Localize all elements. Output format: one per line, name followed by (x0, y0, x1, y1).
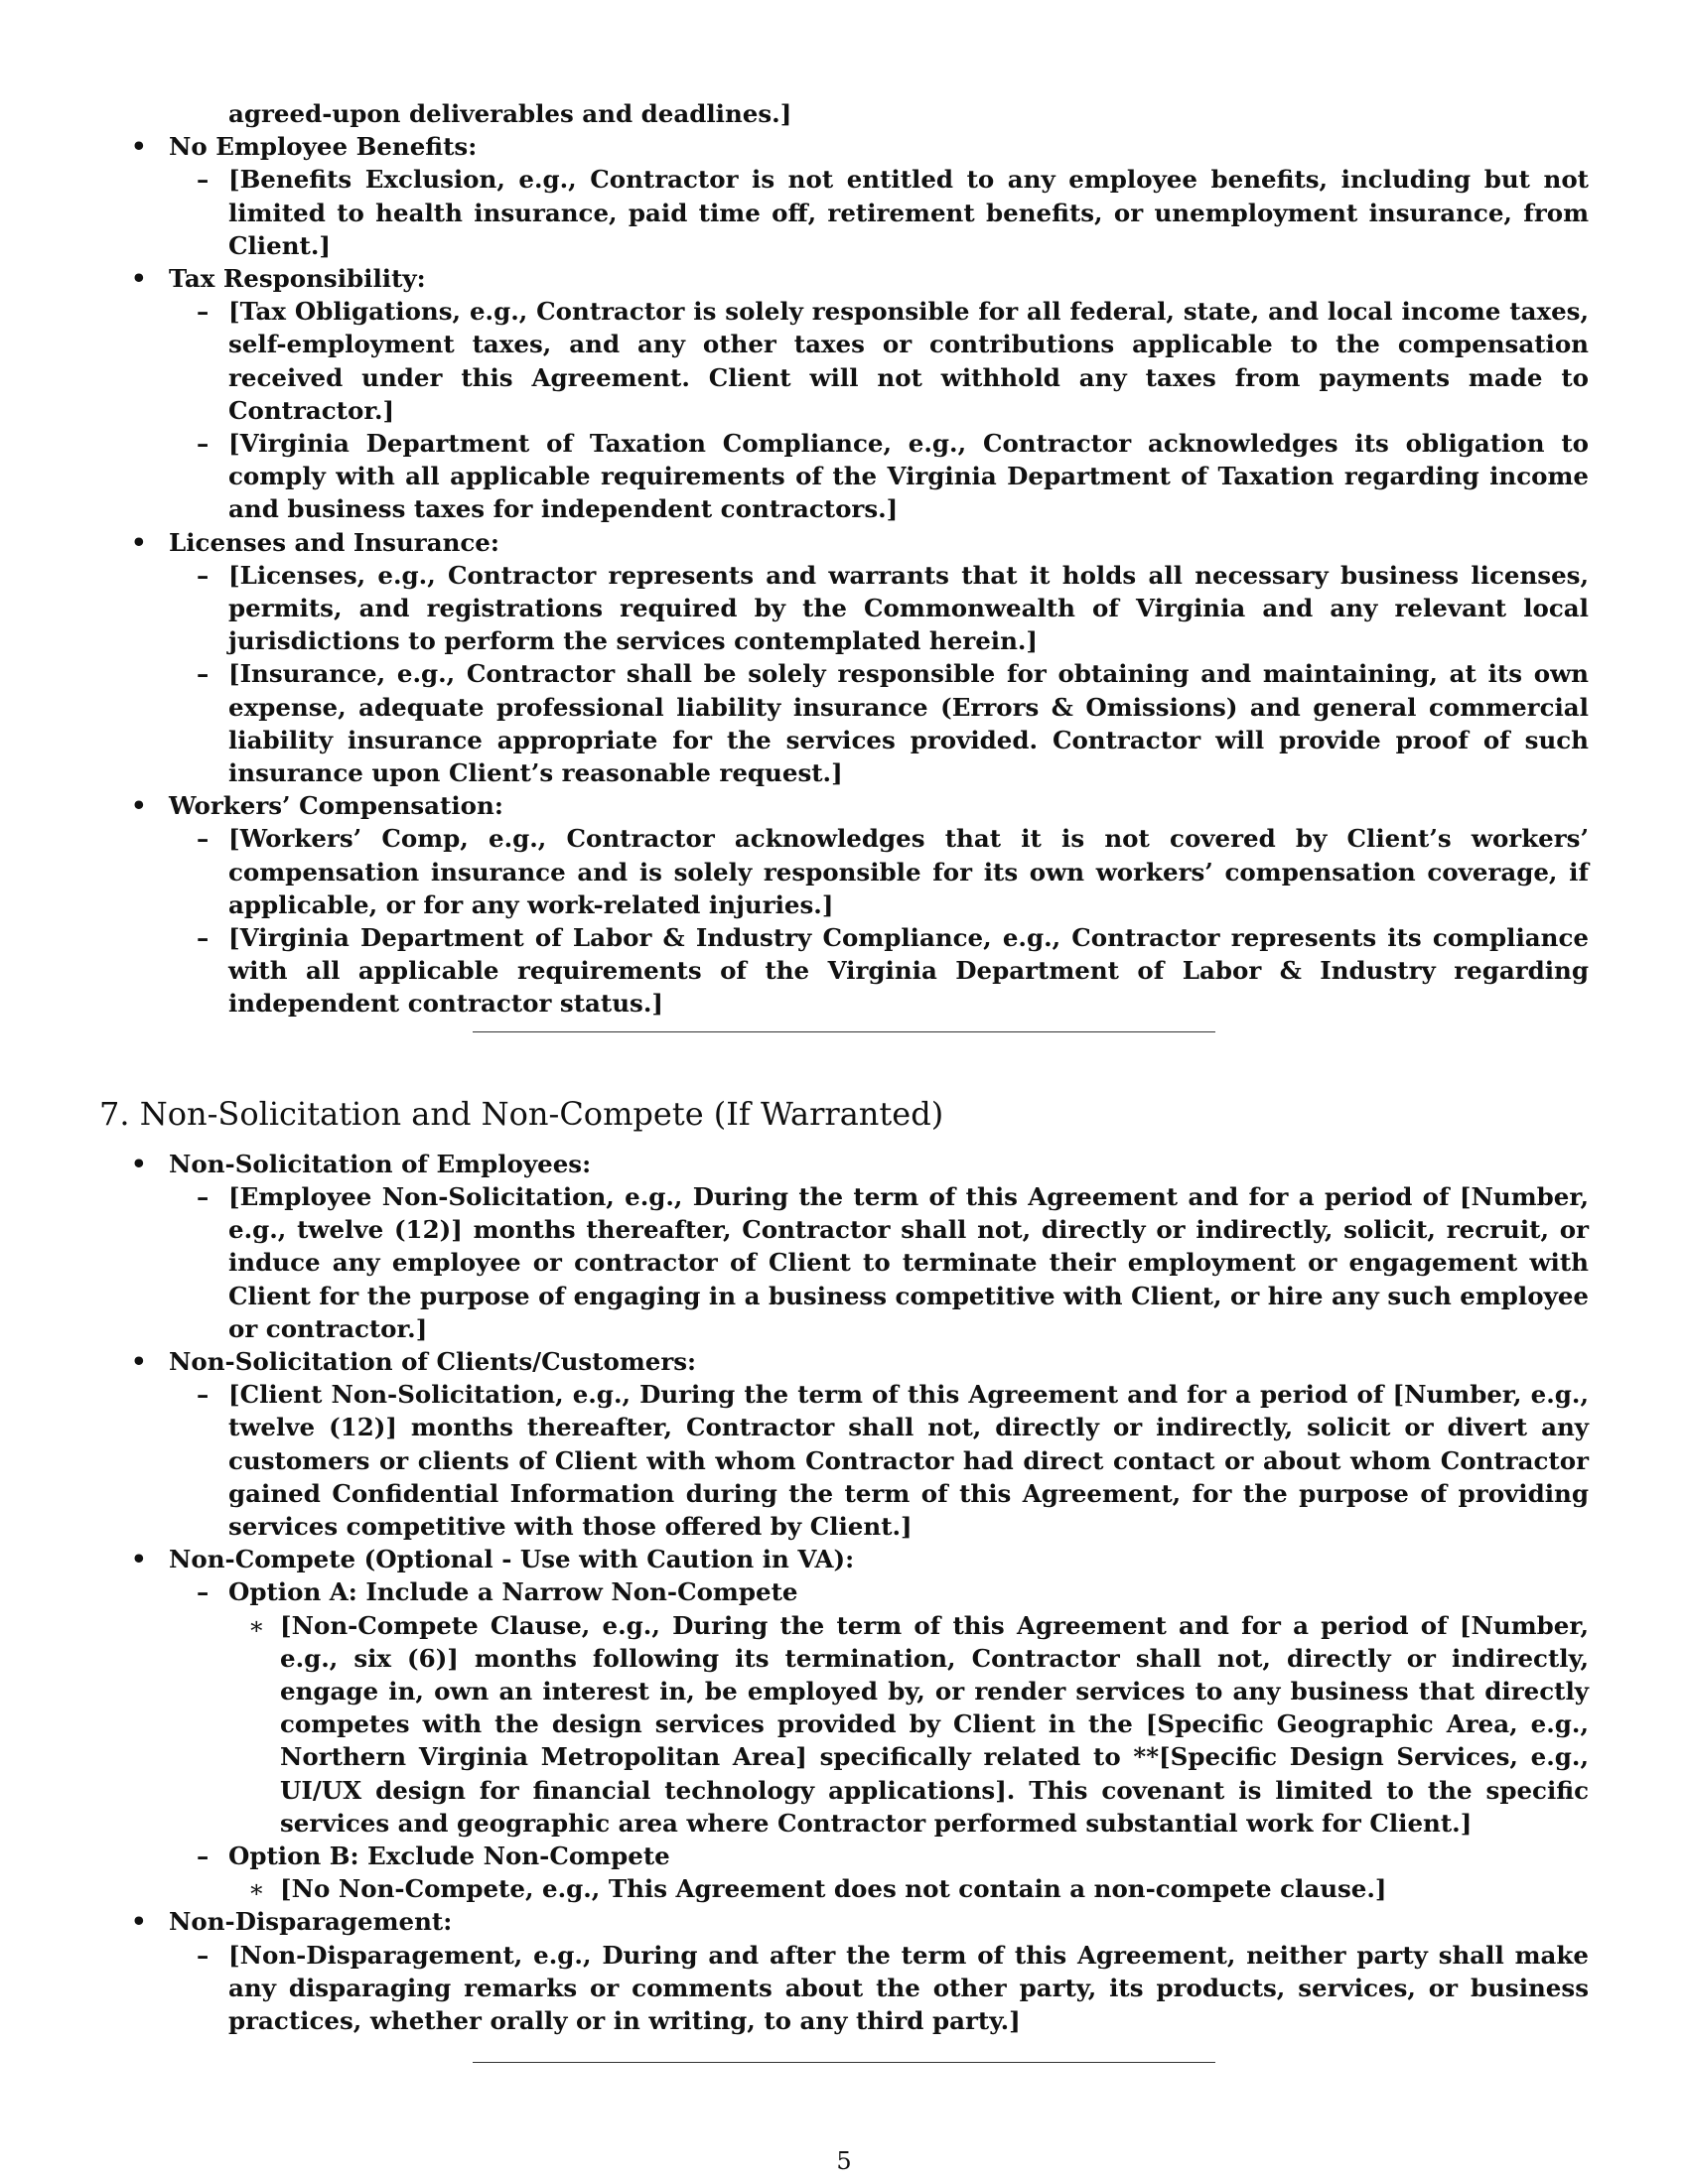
spacer (99, 1134, 1589, 1148)
sub-item: – [Non-Disparagement, e.g., During and after the term of this Agreement, neither party shall make any disparaging remarks or comments about the other party, its products, services, or business practices, whether orally or in writing, to any third party.] (197, 1940, 1589, 2035)
sub-item: – [Virginia Department of Taxation Compliance, e.g., Contractor acknowledges its obligation to comply with all applicable requirements of the Virginia Department of Taxation regarding income and business taxes for independent contractors.] (197, 429, 1589, 524)
bullet-non-solicitation-employees: • Non-Solicitation of Employees: (99, 1148, 1589, 1180)
dash-marker: – (197, 429, 210, 459)
sub-item: – [Virginia Department of Labor & Industry Compliance, e.g., Contractor represents its compliance with all applicable requirements of the Virginia Department of Labor & Industry regarding independent contractor status.] (197, 923, 1589, 1019)
bullet-non-compete: • Non-Compete (Optional - Use with Caution in VA): (99, 1543, 1589, 1575)
option-b-text: ∗ [No Non-Compete, e.g., This Agreement does not contain a non-compete clause.] (99, 1872, 1589, 1905)
section-heading: 7. Non-Solicitation and Non-Compete (If Warranted) (99, 1094, 944, 1133)
dash-marker: – (197, 560, 210, 590)
bullet-marker: • (131, 1149, 147, 1178)
sub-item: – [Licenses, e.g., Contractor represents and warrants that it holds all necessary business licenses, permits, and registrations required by the Commonwealth of Virginia and any relevant local jurisdictions to perform the services contemplated herein.] (197, 560, 1589, 656)
sub-item: – [Benefits Exclusion, e.g., Contractor is not entitled to any employee benefits, including but not limited to health insurance, paid time off, retirement benefits, or unemployment insurance, from Client.] (197, 165, 1589, 260)
option-a-text: ∗ [Non-Compete Clause, e.g., During the term of this Agreement and for a period of [Number, e.g., six (6)] months following its termination, Contractor shall not, directly or indirectly, engage in, own an interest in, be employed by, or render services to any business that directly competes with the design services provided by Client in the [Specific Geographic Area, e.g., Northern Virginia Metropolitan Area] specifically related to **[Specific Design Services, e.g., UI/UX design for financial technology applications]. This covenant is limited to the specific services and geographic area where Contractor performed substantial work for Client.] (248, 1610, 1589, 1838)
document-page (99, 97, 1589, 2037)
bullet-marker: • (131, 264, 147, 294)
bullet-tax-responsibility: • Tax Responsibility: (99, 262, 1589, 295)
bullet-marker: • (131, 1346, 147, 1376)
section-divider (473, 1031, 1215, 1032)
dash-marker: – (197, 165, 210, 195)
asterisk-marker: ∗ (248, 1874, 265, 1904)
bullet-no-employee-benefits: • No Employee Benefits: (99, 130, 1589, 163)
asterisk-marker: ∗ (248, 1610, 265, 1640)
sub-item: – [Employee Non-Solicitation, e.g., During the term of this Agreement and for a period of [Number, e.g., twelve (12)] months thereafter, Contractor shall not, directly or indirectly, solicit, recruit, or induce any employee or contractor of Client to terminate their employment or engagement with Client for the purpose of engaging in a business competitive with Client, or hire any such employee or contractor.] (197, 1181, 1589, 1343)
sub-item: – [Tax Obligations, e.g., Contractor is solely responsible for all federal, state, and local income taxes, self-employment taxes, and any other taxes or contributions applicable to the compensation received under this Agreement. Client will not withhold any taxes from payments made to Contractor.] (197, 297, 1589, 425)
bullet-workers-compensation: • Workers’ Compensation: (99, 789, 1589, 822)
bullet-licenses-insurance: • Licenses and Insurance: (99, 526, 1589, 559)
bullet-non-solicitation-clients: • Non-Solicitation of Clients/Customers: (99, 1345, 1589, 1378)
option-a: – Option A: Include a Narrow Non-Compete (99, 1575, 1589, 1608)
dash-marker: – (197, 923, 210, 953)
dash-marker: – (197, 659, 210, 689)
dash-marker: – (197, 1577, 210, 1607)
page-number: 5 (836, 2147, 852, 2175)
bullet-marker: • (131, 527, 147, 557)
sub-item: – [Workers’ Comp, e.g., Contractor acknowledges that it is not covered by Client’s workers’ compensation insurance and is solely responsible for its own workers’ compensation coverage, if applicable, or for any work-related injuries.] (197, 824, 1589, 919)
dash-marker: – (197, 824, 210, 854)
dash-marker: – (197, 1940, 210, 1970)
bullet-marker: • (131, 1907, 147, 1937)
option-b: – Option B: Exclude Non-Compete (99, 1840, 1589, 1872)
sub-item: – [Client Non-Solicitation, e.g., During the term of this Agreement and for a period of [Number, e.g., twelve (12)] months thereafter, Contractor shall not, directly or indirectly, solicit or divert any customers or clients of Client with whom Contractor had direct contact or about whom Contractor gained Confidential Information during the term of this Agreement, for the purpose of providing services competitive with those offered by Client.] (197, 1380, 1589, 1541)
dash-marker: – (197, 297, 210, 327)
bullet-non-disparagement: • Non-Disparagement: (99, 1905, 1589, 1938)
dash-marker: – (197, 1181, 210, 1211)
dash-marker: – (197, 1841, 210, 1870)
bullet-marker: • (131, 132, 147, 162)
bullet-marker: • (131, 791, 147, 821)
sub-item: – [Insurance, e.g., Contractor shall be solely responsible for obtaining and maintaining, at its own expense, adequate professional liability insurance (Errors & Omissions) and general commercial liability insurance appropriate for the services provided. Contractor will provide proof of such insurance upon Client’s reasonable request.] (197, 659, 1589, 788)
continuation-text: agreed-upon deliverables and deadlines.] (228, 99, 792, 128)
dash-marker: – (197, 1380, 210, 1410)
section-divider (473, 2062, 1215, 2063)
bullet-marker: • (131, 1545, 147, 1574)
